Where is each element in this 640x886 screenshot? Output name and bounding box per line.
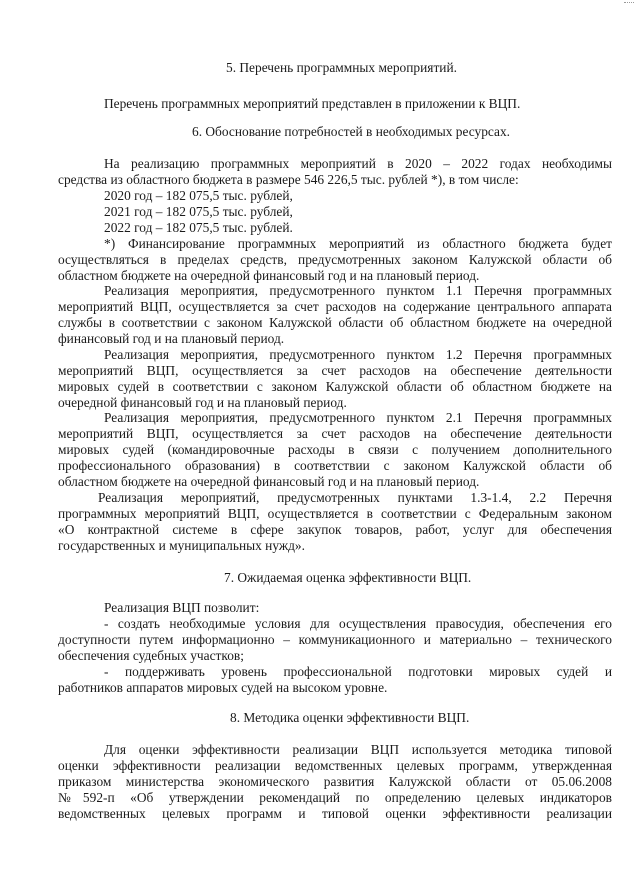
section-7-heading: 7. Ожидаемая оценка эффективности ВЦП.	[224, 570, 472, 585]
section-5-heading: 5. Перечень программных мероприятий.	[226, 60, 457, 75]
paragraph-1-2-line-4: очередной финансовый год и на плановый период.	[58, 395, 347, 410]
bullet-2-line-1: - поддерживать уровень профессиональной подготовки мировых судей и	[104, 664, 612, 679]
methodology-line-5: ведомственных целевых программ и типовой оценки эффективности реализации	[58, 806, 612, 821]
paragraph-2-1-line-3: мировых судей (командировочные расходы в связи с получением дополнительного	[58, 442, 612, 457]
paragraph-1-3-line-2: программных мероприятий ВЦП, осуществляется в соответствии с Федеральным законом	[58, 506, 612, 521]
paragraph-2-1-line-4: профессионального образования) в соответствии с законом Калужской области об	[58, 458, 612, 473]
methodology-line-4: №592-п «Об утверждении рекомендаций по определению целевых индикаторов	[58, 790, 612, 805]
methodology-line-3: приказом министерства экономического развития Калужской области от 05.06.2008	[58, 774, 612, 789]
paragraph-1-3-line-3: «О контрактной системе в сфере закупок товаров, работ, услуг для обеспечения	[58, 522, 612, 537]
paragraph-1-2-line-3: мировых судей в соответствии с законом Калужской области об областном бюджете на	[58, 379, 612, 394]
paragraph-1-2-line-1: Реализация мероприятия, предусмотренного пунктом 1.2 Перечня программных	[104, 347, 612, 362]
paragraph-1-1-line-4: финансовый год и на плановый период.	[58, 331, 285, 346]
paragraph-1-1-line-3: службы в соответствии с законом Калужской области об областном бюджете на очередной	[58, 315, 612, 330]
paragraph-funding-line-1: На реализацию программных мероприятий в 2020 – 2022 годах необходимы	[104, 156, 612, 171]
paragraph-1-1-line-1: Реализация мероприятия, предусмотренного пунктом 1.1 Перечня программных	[104, 283, 612, 298]
paragraph-2-1-line-2: мероприятий ВЦП, осуществляется за счет расходов на обеспечение деятельности	[58, 426, 612, 441]
footnote-line-3: областном бюджете на очередной финансовый год и на плановый период.	[58, 268, 480, 283]
bullet-1-line-1: - создать необходимые условия для осуществления правосудия, обеспечения его	[104, 616, 612, 631]
paragraph-1-2-line-2: мероприятий ВЦП, осуществляется за счет расходов на обеспечение деятельности	[58, 363, 612, 378]
footnote-line-1: *) Финансирование программных мероприятий из областного бюджета будет	[104, 236, 612, 251]
year-2022-line: 2022 год – 182 075,5 тыс. рублей.	[104, 220, 293, 235]
methodology-line-1: Для оценки эффективности реализации ВЦП используется методика типовой	[104, 742, 612, 757]
paragraph-2-1-line-5: областном бюджете на очередной финансовый год и на плановый период.	[58, 474, 480, 489]
scan-mark	[624, 2, 634, 11]
bullet-2-line-2: работников аппаратов мировых судей на высоком уровне.	[58, 680, 388, 695]
footnote-line-2: осуществляться в пределах средств, предусмотренных законом Калужской области об	[58, 252, 612, 267]
section-7-intro: Реализация ВЦП позволит:	[104, 600, 260, 615]
year-2021-line: 2021 год – 182 075,5 тыс. рублей,	[104, 204, 293, 219]
bullet-1-line-2: доступности путем информационно – коммуникационного и материально – технического	[58, 632, 612, 647]
methodology-line-2: оценки эффективности реализации ведомственных целевых программ, утвержденная	[58, 758, 612, 773]
section-8-heading: 8. Методика оценки эффективности ВЦП.	[230, 710, 470, 725]
section-6-heading: 6. Обоснование потребностей в необходимых ресурсах.	[192, 124, 511, 139]
paragraph-1-3-line-4: государственных и муниципальных нужд».	[58, 538, 305, 553]
paragraph-1-1-line-2: мероприятий ВЦП, осуществляется за счет расходов на содержание центрального аппарата	[58, 299, 612, 314]
paragraph-1-3-line-1: Реализация мероприятий, предусмотренных пунктами 1.3-1.4, 2.2 Перечня	[98, 490, 612, 505]
year-2020-line: 2020 год – 182 075,5 тыс. рублей,	[104, 188, 293, 203]
paragraph-2-1-line-1: Реализация мероприятия, предусмотренного пунктом 2.1 Перечня программных	[104, 410, 612, 425]
paragraph-funding-line-2: средства из областного бюджета в размере 546 226,5 тыс. рублей *), в том числе:	[58, 172, 519, 187]
section-5-text: Перечень программных мероприятий представлен в приложении к ВЦП.	[104, 96, 521, 111]
bullet-1-line-3: обеспечения судебных участков;	[58, 648, 244, 663]
